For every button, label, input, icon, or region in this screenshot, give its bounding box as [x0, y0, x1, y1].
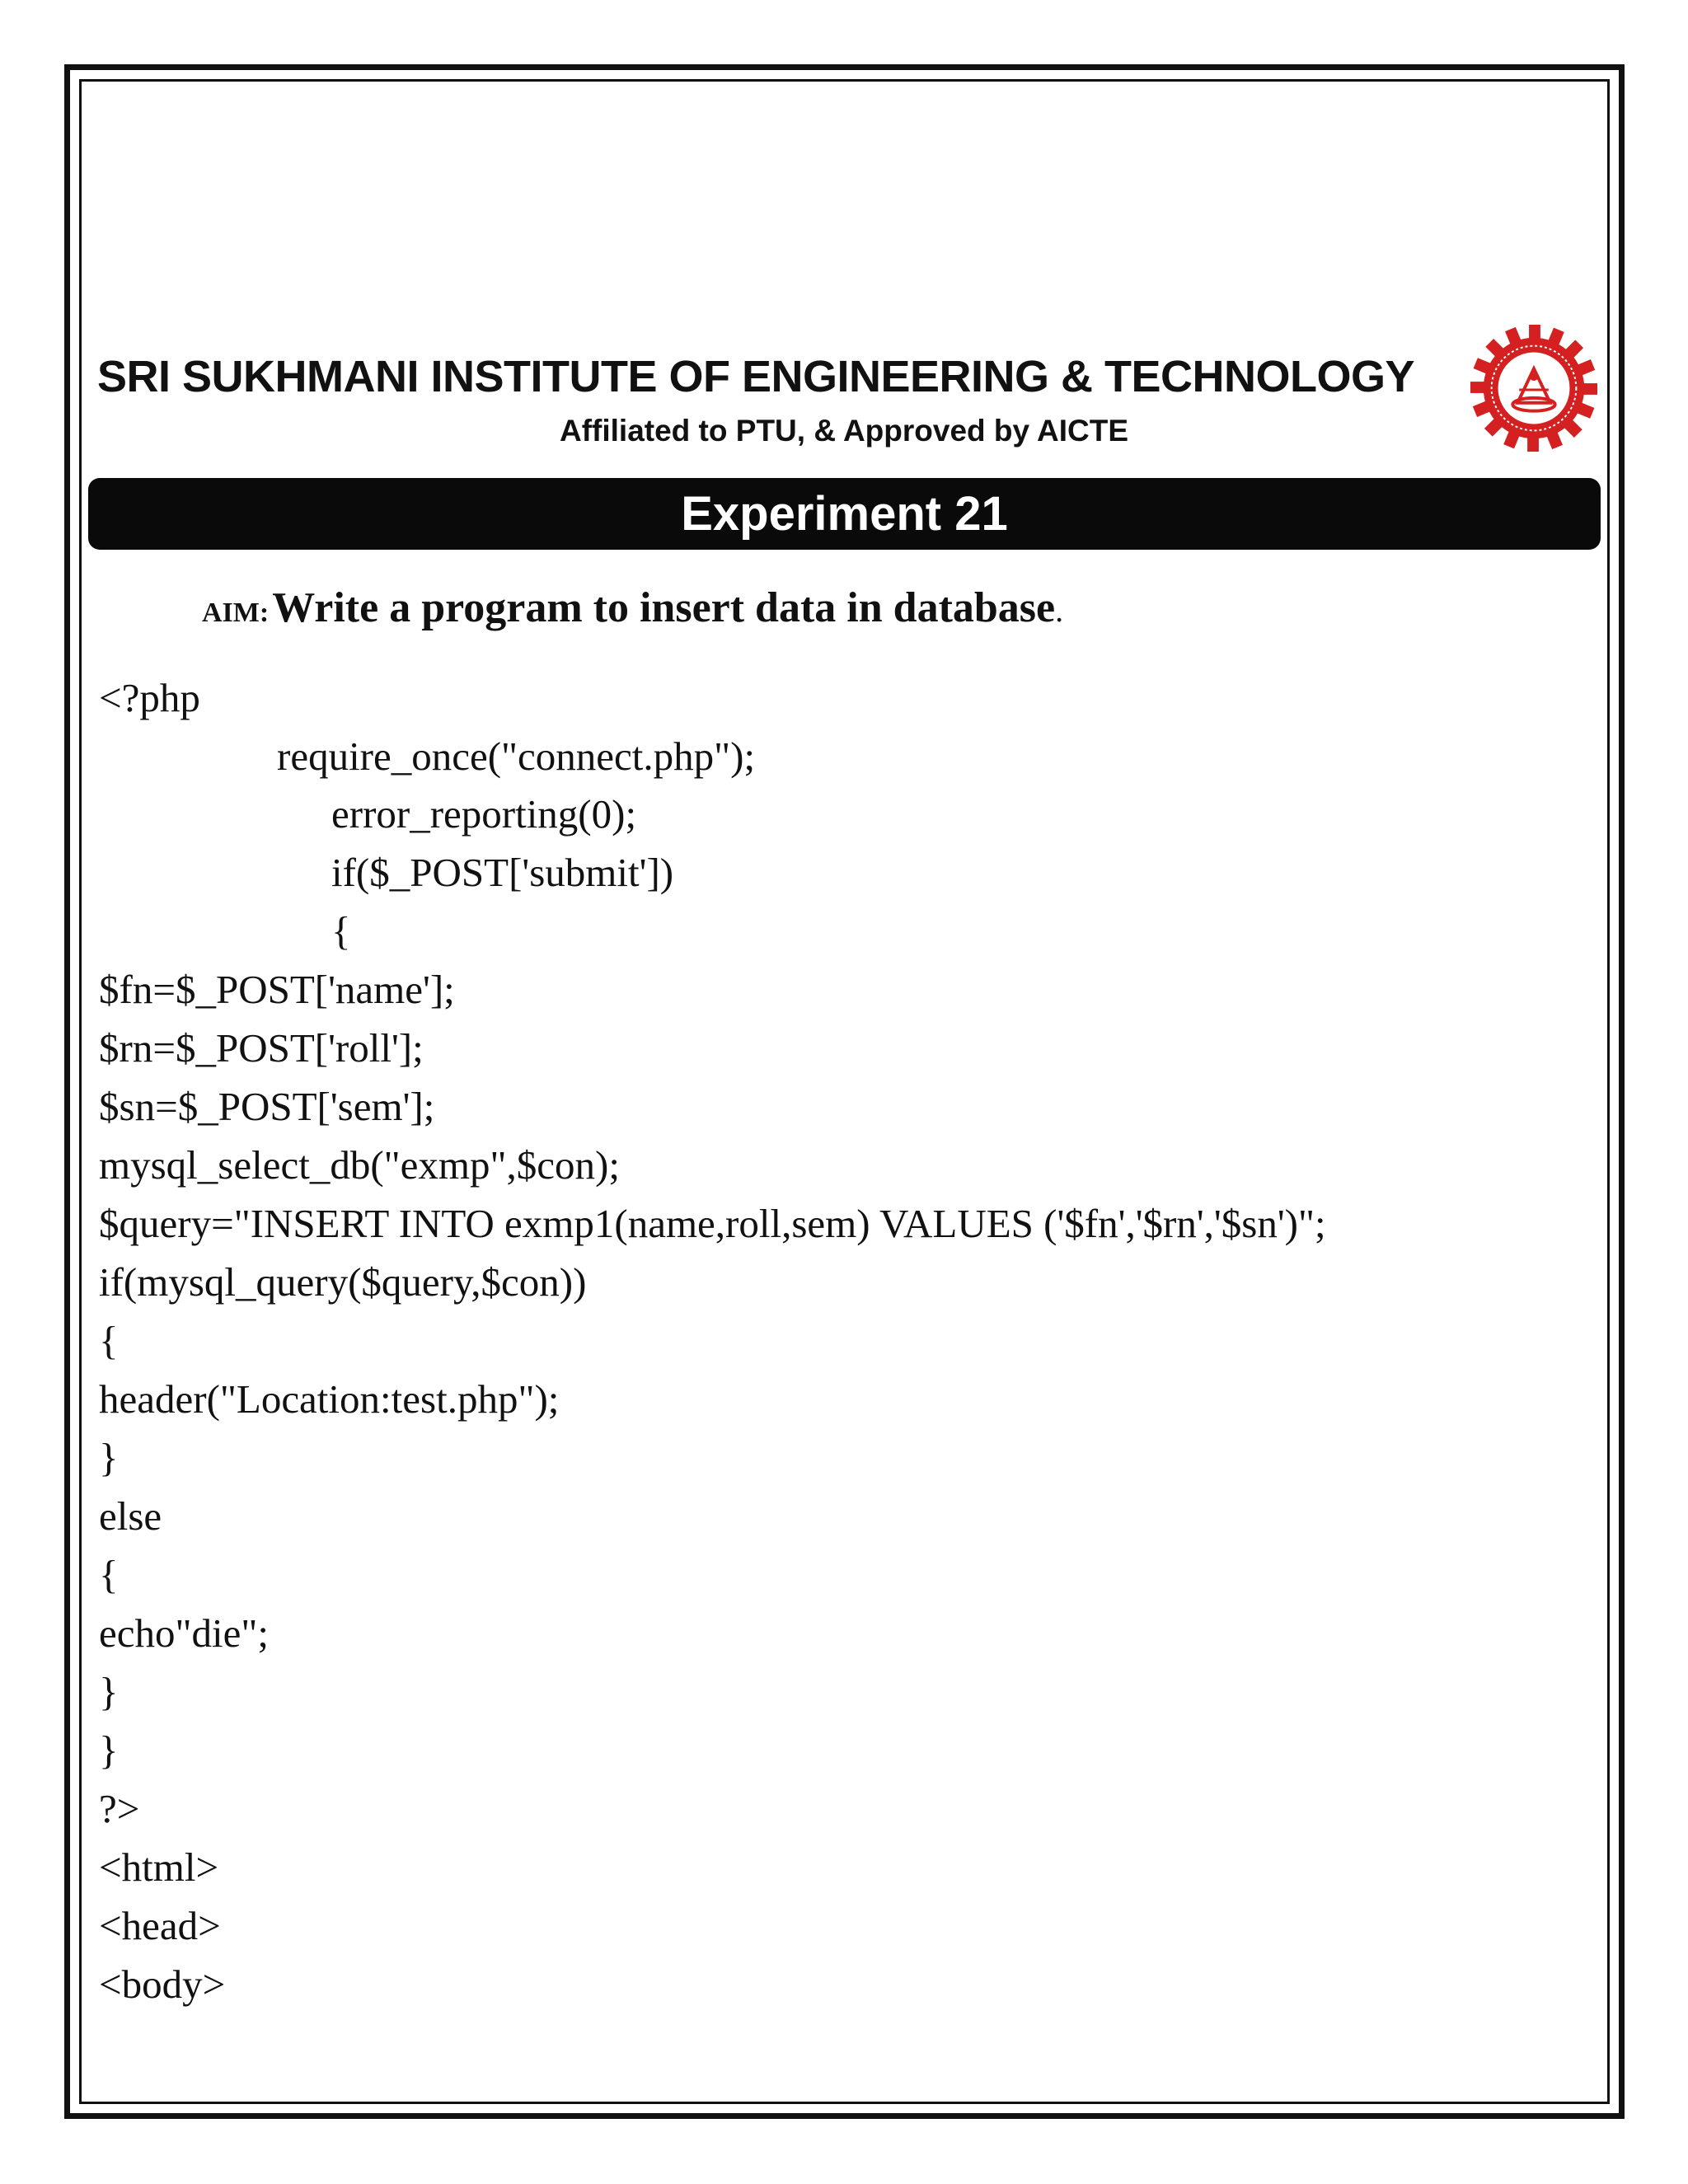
code-line: ?>: [99, 1786, 140, 1831]
affiliation-text: Affiliated to PTU, & Approved by AICTE: [560, 414, 1128, 448]
aim-period: .: [1055, 592, 1064, 629]
code-line: require_once("connect.php");: [277, 733, 756, 779]
aim-statement: [202, 583, 1063, 632]
code-line: mysql_select_db("exmp",$con);: [99, 1142, 620, 1188]
code-line: <head>: [99, 1903, 221, 1948]
code-line: {: [99, 1318, 119, 1363]
code-line: echo"die";: [99, 1610, 269, 1656]
aim-text: Write a program to insert data in database: [272, 584, 1056, 631]
code-line: <body>: [99, 1961, 226, 2007]
code-line: {: [99, 1552, 119, 1597]
institute-name: SRI SUKHMANI INSTITUTE OF ENGINEERING & TECHNOLOGY: [97, 352, 1415, 401]
code-line: }: [99, 1669, 119, 1714]
code-line: $fn=$_POST['name'];: [99, 967, 455, 1012]
code-line: if($_POST['submit']): [331, 850, 674, 895]
institute-seal-icon: [1469, 323, 1599, 453]
experiment-title: Experiment 21: [681, 487, 1008, 541]
code-line: if(mysql_query($query,$con)): [99, 1259, 587, 1305]
code-line: header("Location:test.php");: [99, 1376, 560, 1422]
code-line: else: [99, 1493, 162, 1539]
code-line: error_reporting(0);: [331, 791, 637, 837]
code-line: $sn=$_POST['sem'];: [99, 1084, 435, 1129]
experiment-title-bar: [88, 478, 1601, 550]
code-line: {: [331, 908, 351, 954]
code-line: }: [99, 1435, 119, 1480]
code-line: $rn=$_POST['roll'];: [99, 1025, 424, 1071]
code-line: $query="INSERT INTO exmp1(name,roll,sem) VALUES ('$fn','$rn','$sn')";: [99, 1201, 1326, 1246]
code-line: }: [99, 1727, 119, 1773]
code-line: <html>: [99, 1844, 219, 1890]
code-line: <?php: [99, 675, 200, 720]
aim-label: AIM:: [202, 598, 270, 628]
